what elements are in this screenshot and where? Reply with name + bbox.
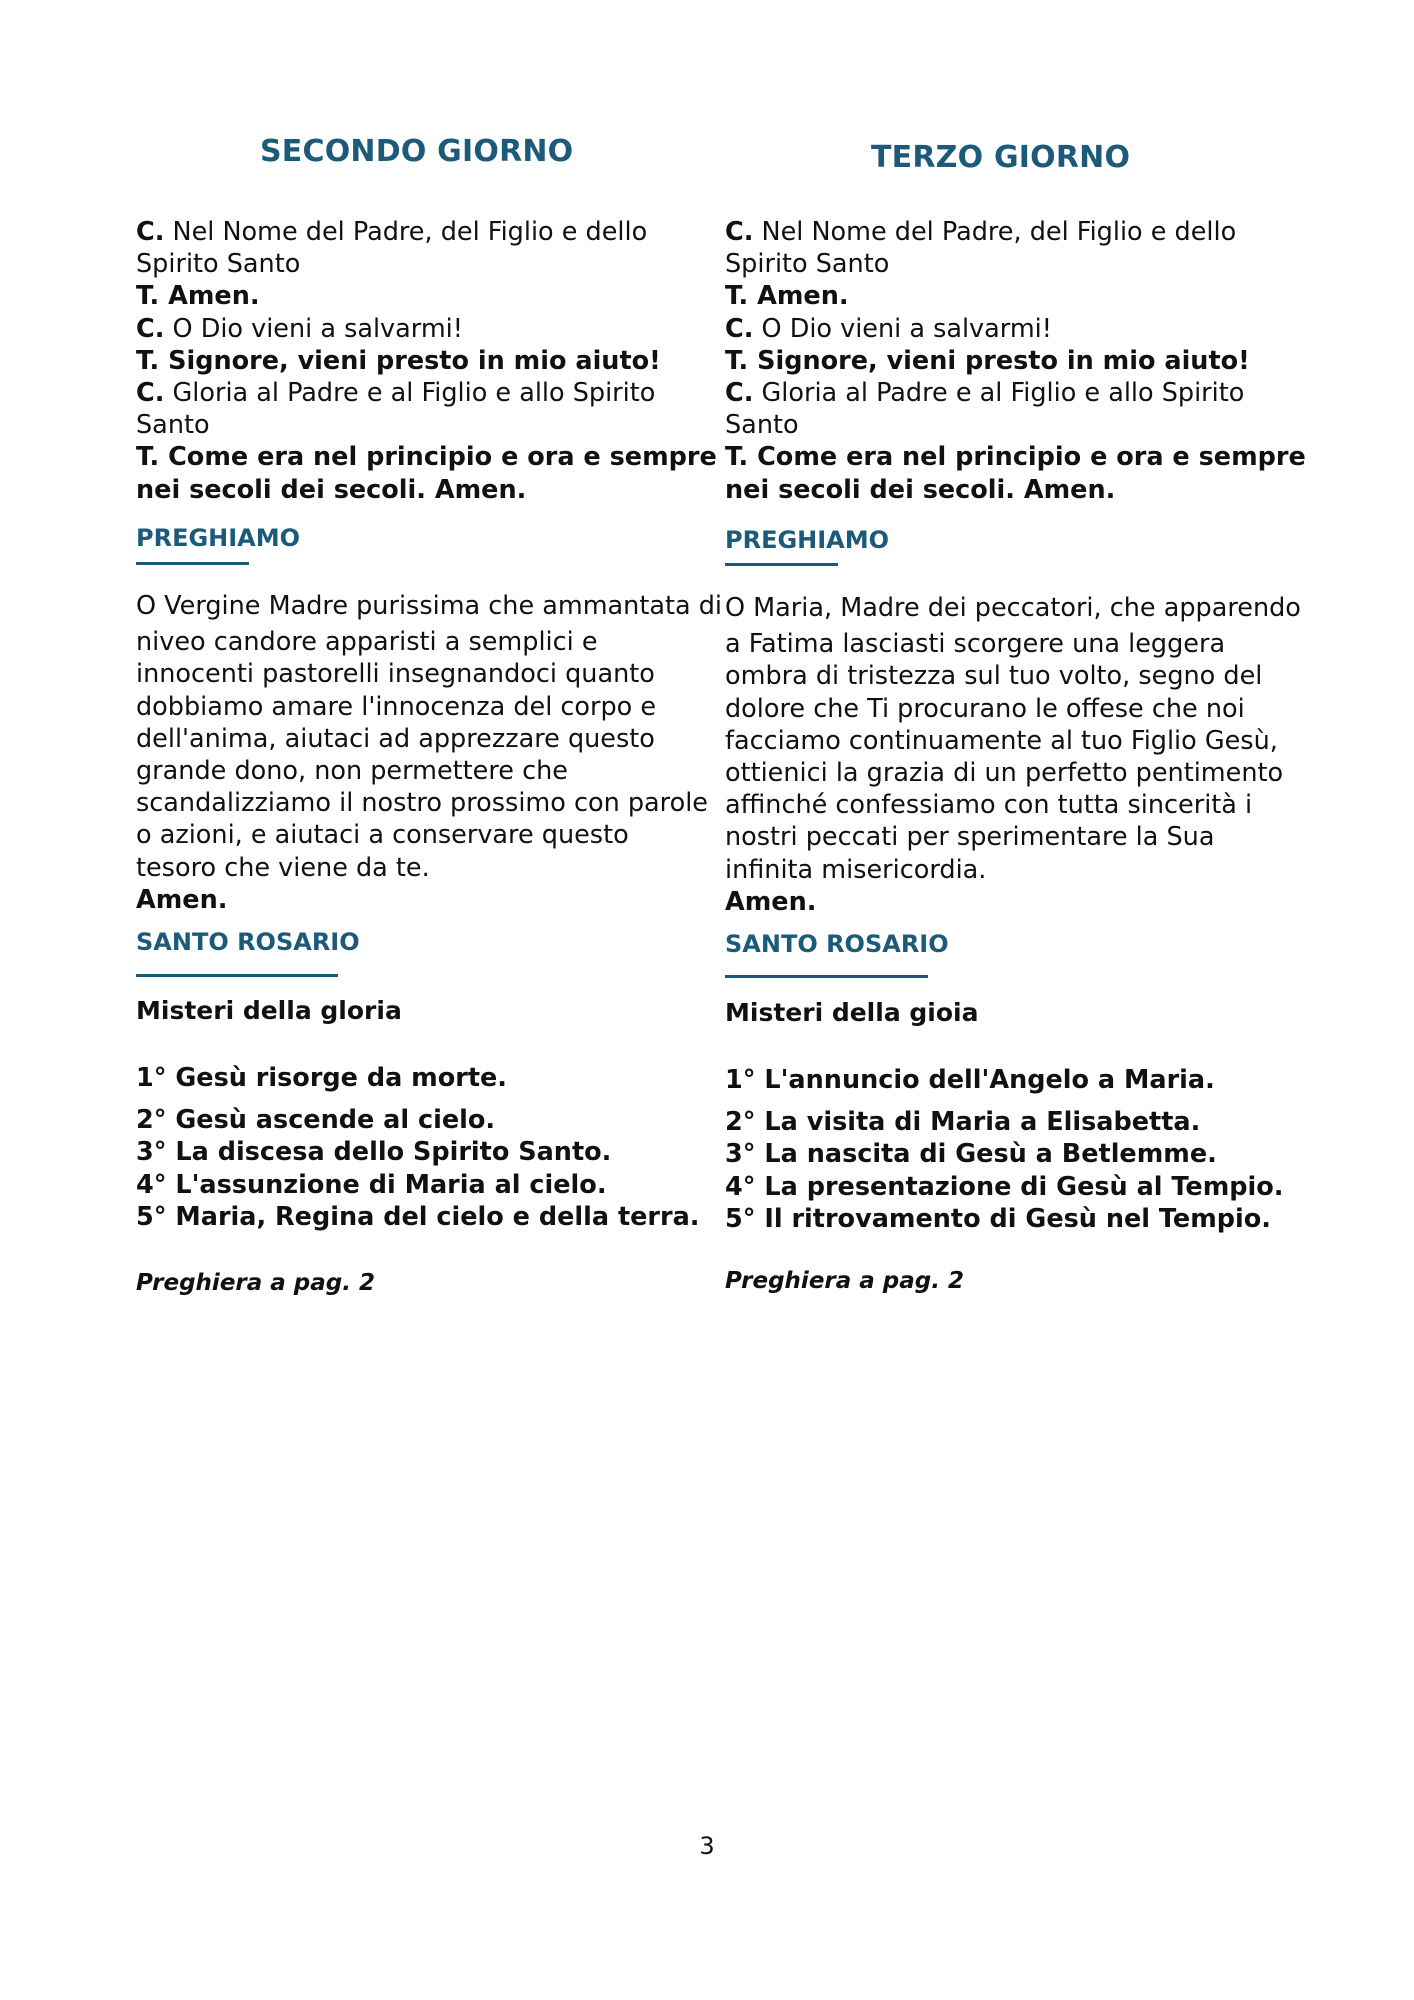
prayer-line: affinché confessiamo con tutta sincerità i (725, 790, 1253, 821)
versicle-line (725, 216, 1305, 248)
prayer-line: innocenti pastorelli insegnandoci quanto (136, 659, 655, 690)
speaker-label: C. (136, 378, 165, 409)
mysteries-title: Misteri della gloria (136, 996, 402, 1025)
prayer-line: tesoro che viene da te. (136, 852, 430, 883)
prayer-line: facciamo continuamente al tuo Figlio Gesù, (725, 725, 1278, 756)
mystery-item: 4° L'assunzione di Maria al cielo. (136, 1169, 607, 1200)
speaker-label: C. (725, 217, 754, 247)
response-text: Amen. (159, 281, 260, 312)
versicle-text: Spirito Santo (136, 249, 301, 280)
mysteries-list (136, 1062, 699, 1233)
mystery-item: 5° Il ritrovamento di Gesù nel Tempio. (725, 1203, 1271, 1234)
response-line (136, 280, 716, 312)
heading-underline (136, 974, 338, 977)
mystery-item: 2° Gesù ascende al cielo. (136, 1105, 496, 1136)
response-line (136, 441, 716, 473)
heading-underline (136, 562, 249, 565)
prayer-line: dolore che Ti procurano le offese che noi (725, 693, 1245, 724)
prayer-line: ombra di tristezza sul tuo volto, segno del (725, 661, 1263, 692)
prayer-line: niveo candore apparisti a semplici e (136, 627, 598, 658)
heading-underline (725, 975, 928, 978)
mystery-item: 3° La nascita di Gesù a Betlemme. (725, 1139, 1217, 1170)
prayer-line: o azioni, e aiutaci a conservare questo (136, 820, 629, 851)
opening-versicles (725, 216, 1305, 506)
versicle-line (725, 248, 1305, 280)
opening-versicles (136, 216, 716, 506)
versicle-text: Santo (136, 410, 210, 441)
versicle-line (725, 377, 1305, 409)
prayer-line: O Maria, Madre dei peccatori, che apparendo (725, 593, 1301, 623)
versicle-line (136, 248, 716, 280)
prayer-amen: Amen. (136, 884, 228, 915)
response-text: nei secoli dei secoli. Amen. (136, 474, 527, 505)
speaker-label: T. (136, 281, 160, 312)
versicle-line (725, 409, 1305, 441)
mystery-item: 3° La discesa dello Spirito Santo. (136, 1137, 612, 1168)
santo-rosario-heading: SANTO ROSARIO (725, 930, 949, 958)
prayer-reference-note: Preghiera a pag. 2 (136, 1270, 376, 1296)
page-number: 3 (699, 1832, 715, 1860)
response-text: Amen. (748, 281, 849, 312)
speaker-label: C. (725, 313, 754, 344)
day-title: TERZO GIORNO (871, 140, 1131, 175)
response-text: nei secoli dei secoli. Amen. (725, 474, 1116, 505)
versicle-line (725, 313, 1305, 345)
versicle-line (136, 409, 716, 441)
prayer-line: grande dono, non permettere che (136, 756, 568, 787)
mysteries-list (725, 1064, 1284, 1235)
versicle-text: O Dio vieni a salvarmi! (753, 313, 1052, 344)
response-text: Signore, vieni presto in mio aiuto! (159, 345, 661, 376)
santo-rosario-heading: SANTO ROSARIO (136, 928, 360, 956)
versicle-text: O Dio vieni a salvarmi! (164, 313, 463, 344)
prayer-text (725, 592, 1301, 918)
preghiamo-heading: PREGHIAMO (136, 524, 301, 552)
versicle-text: Nel Nome del Padre, del Figlio e dello (753, 217, 1237, 247)
response-line (136, 474, 716, 506)
speaker-label: C. (136, 313, 165, 344)
response-line (725, 441, 1305, 473)
versicle-text: Santo (725, 410, 799, 441)
prayer-line: scandalizziamo il nostro prossimo con parole (136, 788, 708, 819)
mysteries-title: Misteri della gioia (725, 998, 979, 1027)
mystery-item: 2° La visita di Maria a Elisabetta. (725, 1107, 1201, 1138)
versicle-text: Gloria al Padre e al Figlio e allo Spirito (753, 378, 1245, 409)
prayer-line: nostri peccati per sperimentare la Sua (725, 822, 1215, 853)
day-title: SECONDO GIORNO (260, 134, 574, 169)
prayer-reference-note: Preghiera a pag. 2 (725, 1268, 965, 1294)
versicle-line (136, 216, 716, 248)
speaker-label: T. (136, 345, 160, 376)
versicle-text: Gloria al Padre e al Figlio e allo Spirito (164, 378, 656, 409)
prayer-amen: Amen. (725, 886, 817, 917)
speaker-label: T. (136, 442, 160, 473)
speaker-label: C. (725, 378, 754, 409)
prayer-line: ottienici la grazia di un perfetto pentimento (725, 758, 1284, 789)
response-line (725, 345, 1305, 377)
mystery-item: 5° Maria, Regina del cielo e della terra. (136, 1201, 700, 1232)
speaker-label: T. (725, 281, 749, 312)
prayer-line: a Fatima lasciasti scorgere una leggera (725, 629, 1226, 660)
speaker-label: C. (136, 217, 165, 247)
versicle-text: Nel Nome del Padre, del Figlio e dello (164, 217, 648, 247)
mystery-item: 1° L'annuncio dell'Angelo a Maria. (725, 1065, 1215, 1095)
prayer-line: dobbiamo amare l'innocenza del corpo e (136, 691, 657, 722)
response-text: Signore, vieni presto in mio aiuto! (748, 345, 1250, 376)
mystery-item: 1° Gesù risorge da morte. (136, 1063, 507, 1093)
response-line (725, 474, 1305, 506)
prayer-text (136, 590, 722, 916)
versicle-line (136, 313, 716, 345)
response-text: Come era nel principio e ora e sempre (159, 442, 717, 473)
prayer-line: O Vergine Madre purissima che ammantata di (136, 591, 722, 621)
mystery-item: 4° La presentazione di Gesù al Tempio. (725, 1171, 1284, 1202)
speaker-label: T. (725, 442, 749, 473)
versicle-text: Spirito Santo (725, 249, 890, 280)
response-line (725, 280, 1305, 312)
speaker-label: T. (725, 345, 749, 376)
versicle-line (136, 377, 716, 409)
response-text: Come era nel principio e ora e sempre (748, 442, 1306, 473)
preghiamo-heading: PREGHIAMO (725, 526, 890, 554)
heading-underline (725, 563, 838, 566)
prayer-line: infinita misericordia. (725, 854, 987, 885)
response-line (136, 345, 716, 377)
prayer-line: dell'anima, aiutaci ad apprezzare questo (136, 723, 655, 754)
